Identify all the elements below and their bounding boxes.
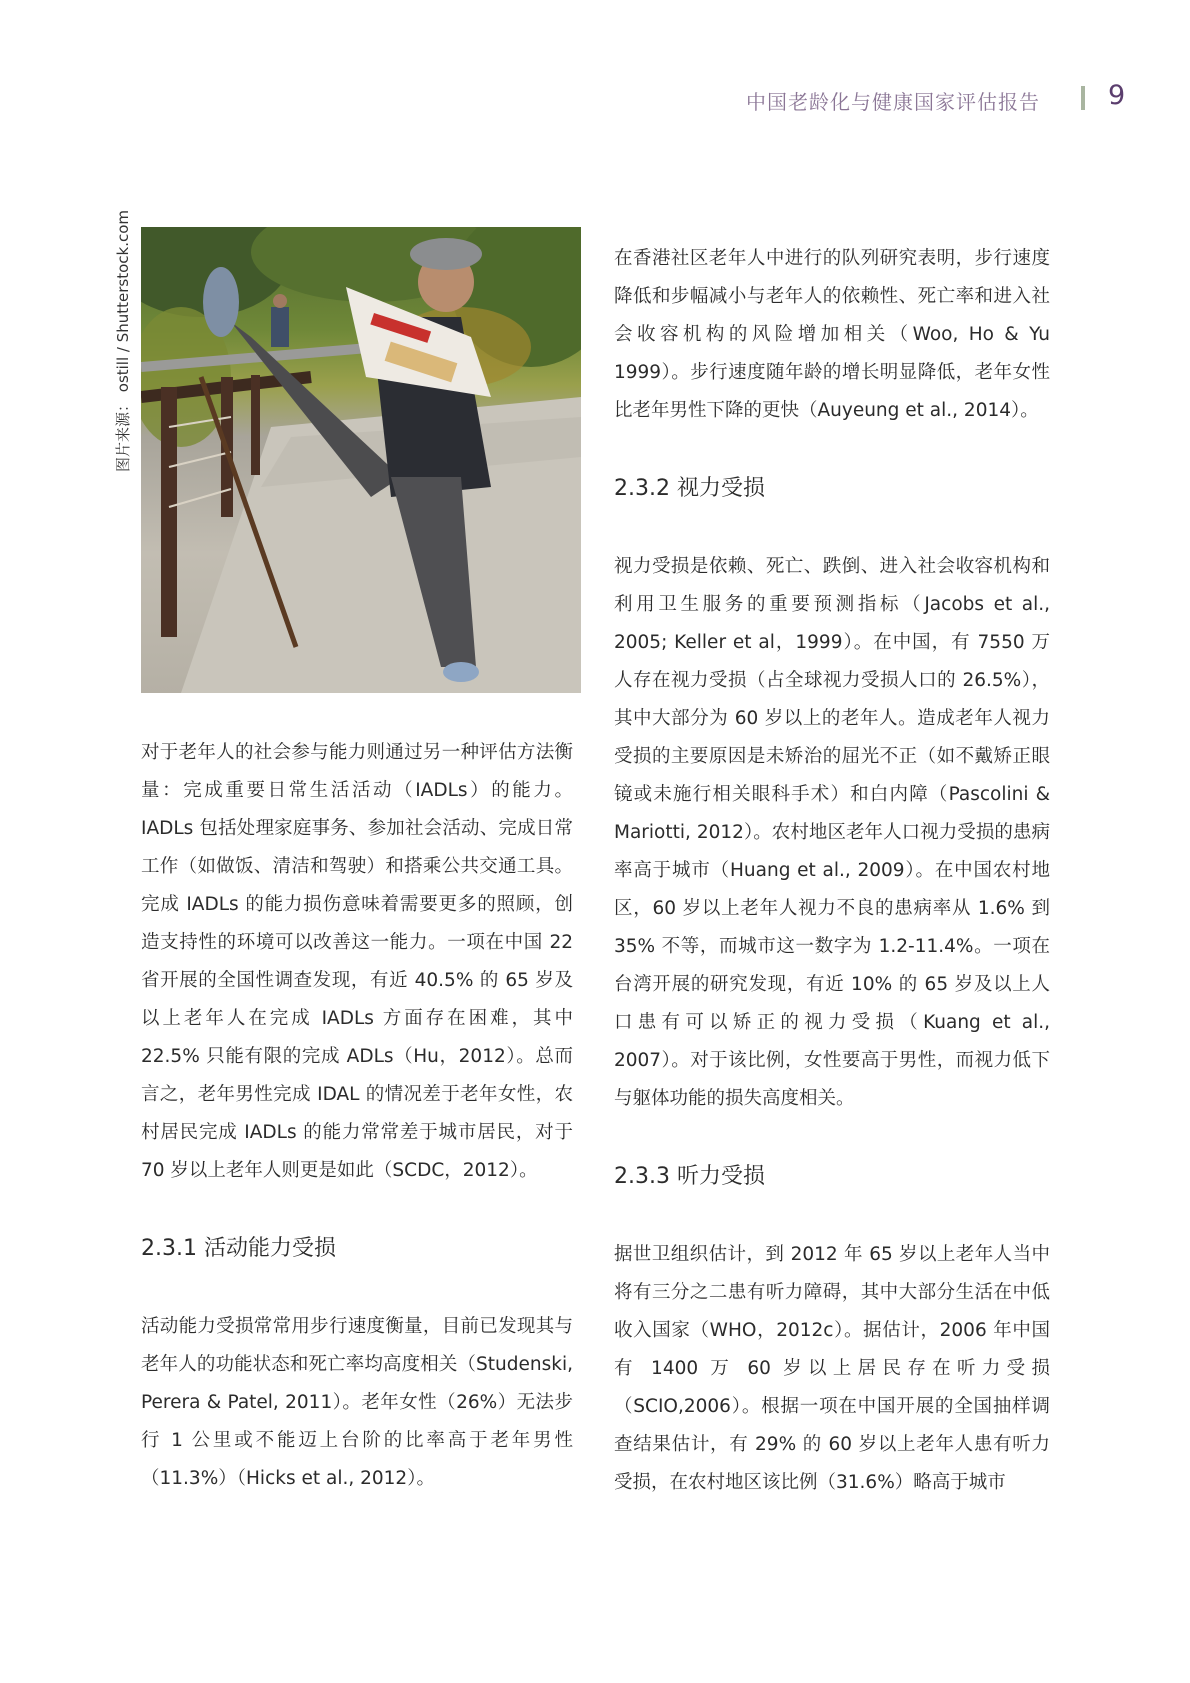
page-number: 9 <box>1108 80 1126 111</box>
right-text-column <box>614 240 1050 1502</box>
mobility-continuation-paragraph: 在香港社区老年人中进行的队列研究表明，步行速度降低和步幅减小与老年人的依赖性、死亡率和进入社会收容机构的风险增加相关（Woo, Ho & Yu 1999）。步行速度随年龄的增长明显降低，老年女性比老年男性下降的更快（Auyeung et al., 2014）。 <box>614 248 1050 421</box>
left-text-column <box>141 734 573 1498</box>
section-2-3-1-paragraph: 活动能力受损常常用步行速度衡量，目前已发现其与老年人的功能状态和死亡率均高度相关（Studenski, Perera & Patel, 2011）。老年女性（26%）无法步行 1 公里或不能迈上台阶的比率高于老年男性（11.3%）（Hicks et al., 2012）。 <box>141 1316 573 1489</box>
section-2-3-2-paragraph: 视力受损是依赖、死亡、跌倒、进入社会收容机构和利用卫生服务的重要预测指标（Jacobs et al., 2005; Keller et al，1999）。在中国，有 7550 万人存在视力受损（占全球视力受损人口的 26.5%），其中大部分为 60 岁以上的老年人。造成老年人视力受损的主要原因是未矫治的屈光不正（如不戴矫正眼镜或未施行相关眼科手术）和白内障（Pascolini & Mariotti, 2012）。农村地区老年人口视力受损的患病率高于城市（Huang et al., 2009）。在中国农村地区，60 岁以上老年人视力不良的患病率从 1.6% 到 35% 不等，而城市这一数字为 1.2-11.4%。一项在台湾开展的研究发现，有近 10% 的 65 岁及以上人口患有可以矫正的视力受损（Kuang et al., 2007）。对于该比例，女性要高于男性，而视力低下与躯体功能的损失高度相关。 <box>614 556 1050 1109</box>
header-divider-bar <box>1081 86 1085 110</box>
running-header-title: 中国老龄化与健康国家评估报告 <box>746 90 1040 114</box>
section-2-3-3-paragraph: 据世卫组织估计，到 2012 年 65 岁以上老年人当中将有三分之二患有听力障碍，其中大部分生活在中低收入国家（WHO，2012c）。据估计，2006 年中国有 1400 万 60 岁以上居民存在听力受损（SCIO,2006）。根据一项在中国开展的全国抽样调查结果估计，有 29% 的 60 岁以上老年人患有听力受损，在农村地区该比例（31.6%）略高于城市 <box>614 1244 1050 1493</box>
photo-credit: 图片来源： ostill / Shutterstock.com <box>114 209 132 472</box>
iadls-paragraph: 对于老年人的社会参与能力则通过另一种评估方法衡量：完成重要日常生活活动（IADLs）的能力。IADLs 包括处理家庭事务、参加社会活动、完成日常工作（如做饭、清洁和驾驶）和搭乘公共交通工具。完成 IADLs 的能力损伤意味着需要更多的照顾，创造支持性的环境可以改善这一能力。一项在中国 22 省开展的全国性调查发现，有近 40.5% 的 65 岁及以上老年人在完成 IADLs 方面存在困难，其中 22.5% 只能有限的完成 ADLs（Hu，2012）。总而言之，老年男性完成 IDAL 的情况差于老年女性，农村居民完成 IADLs 的能力常常差于城市居民，对于 70 岁以上老年人则更是如此（SCDC，2012）。 <box>141 742 573 1181</box>
section-2-3-3-heading: 2.3.3 听力受损 <box>614 1164 765 1189</box>
section-2-3-2-heading: 2.3.2 视力受损 <box>614 476 765 501</box>
photo-elderly-man-reading-newspaper <box>141 227 581 693</box>
section-2-3-1-heading: 2.3.1 活动能力受损 <box>141 1236 336 1261</box>
